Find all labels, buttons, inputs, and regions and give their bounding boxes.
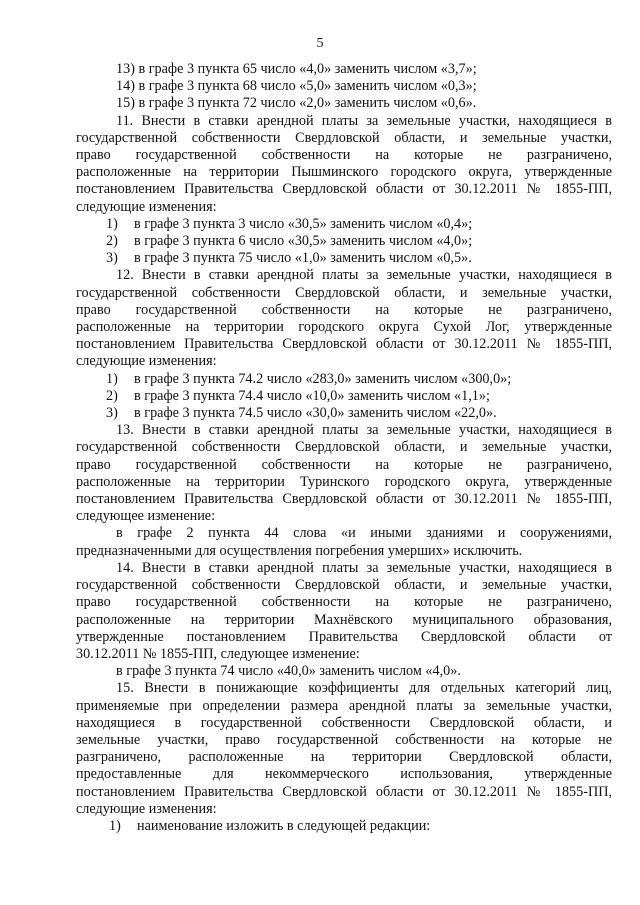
text-line	[76, 147, 612, 164]
line-text: предназначенными для осуществления погребения умерших» исключить.	[76, 542, 523, 559]
line-text: постановлением Правительства Свердловской области от 30.12.2011 № 1855-ПП,	[76, 336, 612, 353]
document-body	[76, 61, 612, 835]
text-line	[76, 732, 612, 749]
line-text: в графе 3 пункта 74 число «40,0» заменить числом «4,0».	[116, 663, 461, 680]
text-line	[76, 508, 612, 525]
text-line	[76, 594, 612, 611]
text-line	[76, 457, 612, 474]
text-line	[76, 95, 612, 112]
line-text: наименование изложить в следующей редакции:	[137, 817, 431, 834]
page-number: 5	[316, 36, 324, 51]
line-text: 13) в графе 3 пункта 65 число «4,0» заменить числом «3,7»;	[116, 61, 477, 77]
list-number: 3)	[106, 250, 118, 267]
text-line	[76, 766, 612, 783]
text-line	[76, 78, 612, 95]
line-text: 11. Внести в ставки арендной платы за земельные участки, находящиеся в	[116, 112, 612, 129]
text-line	[76, 629, 612, 646]
list-number: 3)	[106, 405, 118, 422]
line-text: в графе 3 пункта 74.2 число «283,0» заменить числом «300,0»;	[134, 370, 512, 387]
line-text: 14. Внести в ставки арендной платы за земельные участки, находящиеся в	[116, 559, 612, 576]
text-line	[76, 577, 612, 594]
line-text: государственной собственности Свердловской области, и земельные участки,	[76, 129, 612, 146]
text-line	[76, 405, 612, 422]
text-line	[76, 353, 612, 370]
line-text: расположенные на территории городского округа Сухой Лог, утвержденные	[76, 319, 612, 336]
line-text: в графе 2 пункта 44 слова «и иными зданиями и сооружениями,	[116, 525, 612, 542]
text-line	[76, 646, 612, 663]
text-line	[76, 302, 612, 319]
line-text: 30.12.2011 № 1855-ПП, следующее изменение:	[76, 645, 360, 662]
line-text: расположенные на территории Туринского городского округа, утвержденные	[76, 473, 612, 490]
line-text: право государственной собственности на которые не разграничено,	[76, 301, 612, 318]
text-line	[76, 388, 612, 405]
line-text: постановлением Правительства Свердловской области от 30.12.2011 № 1855-ПП,	[76, 783, 612, 800]
text-line	[76, 749, 612, 766]
text-line	[76, 422, 612, 439]
list-number: 1)	[106, 215, 118, 232]
line-text: в графе 3 пункта 6 число «30,5» заменить числом «4,0»;	[134, 233, 473, 250]
line-text: следующие изменения:	[76, 198, 217, 215]
line-text: государственной собственности Свердловской области, и земельные участки,	[76, 284, 612, 301]
line-text: в графе 3 пункта 74.4 число «10,0» заменить числом «1,1»;	[134, 387, 490, 404]
line-text: 14) в графе 3 пункта 68 число «5,0» заменить числом «0,3»;	[116, 78, 477, 95]
line-text: государственной собственности Свердловской области, и земельные участки,	[76, 439, 612, 456]
text-line	[76, 61, 612, 78]
text-line	[76, 698, 612, 715]
line-text: 12. Внести в ставки арендной платы за земельные участки, находящиеся в	[116, 267, 612, 284]
text-line	[76, 250, 612, 267]
text-line	[76, 818, 612, 835]
text-line	[76, 181, 612, 198]
text-line	[76, 113, 612, 130]
text-line	[76, 543, 612, 560]
line-text: находящиеся в государственной собственности Свердловской области, и	[76, 714, 612, 731]
text-line	[76, 784, 612, 801]
text-line	[76, 267, 612, 284]
line-text: утвержденные постановлением Правительства Свердловской области от	[76, 628, 612, 645]
list-number: 2)	[106, 387, 118, 404]
line-text: расположенные на территории Махнёвского муниципального образования,	[76, 611, 612, 628]
line-text: постановлением Правительства Свердловской области от 30.12.2011 № 1855-ПП,	[76, 491, 612, 508]
text-line	[76, 715, 612, 732]
text-line	[76, 491, 612, 508]
line-text: государственной собственности Свердловской области, и земельные участки,	[76, 577, 612, 594]
line-text: расположенные на территории Пышминского городского округа, утвержденные	[76, 164, 612, 181]
line-text: предоставленные для некоммерческого использования, утвержденные	[76, 766, 612, 783]
text-line	[76, 216, 612, 233]
text-line	[76, 164, 612, 181]
line-text: следующее изменение:	[76, 508, 216, 525]
line-text: следующие изменения:	[76, 353, 217, 370]
text-line	[76, 801, 612, 818]
list-number: 2)	[106, 233, 118, 250]
line-text: в графе 3 пункта 3 число «30,5» заменить числом «0,4»;	[134, 215, 473, 232]
text-line	[76, 336, 612, 353]
line-text: право государственной собственности на которые не разграничено,	[76, 147, 612, 164]
text-line	[76, 233, 612, 250]
text-line	[76, 199, 612, 216]
line-text: в графе 3 пункта 74.5 число «30,0» заменить числом «22,0».	[134, 405, 497, 422]
line-text: разграничено, расположенные на территории Свердловской области,	[76, 749, 612, 766]
text-line	[76, 612, 612, 629]
text-line	[76, 439, 612, 456]
line-text: следующие изменения:	[76, 800, 217, 817]
text-line	[76, 663, 612, 680]
text-line	[76, 371, 612, 388]
list-number: 1)	[109, 817, 121, 834]
line-text: 15) в графе 3 пункта 72 число «2,0» заменить числом «0,6».	[116, 95, 477, 112]
list-number: 1)	[106, 370, 118, 387]
line-text: в графе 3 пункта 75 число «1,0» заменить числом «0,5».	[134, 250, 472, 267]
line-text: постановлением Правительства Свердловской области от 30.12.2011 № 1855-ПП,	[76, 181, 612, 198]
text-line	[76, 285, 612, 302]
text-line	[76, 319, 612, 336]
line-text: земельные участки, право государственной собственности на которые не	[76, 731, 612, 748]
text-line	[76, 680, 612, 697]
text-line	[76, 130, 612, 147]
line-text: 13. Внести в ставки арендной платы за земельные участки, находящиеся в	[116, 422, 612, 439]
text-line	[76, 474, 612, 491]
line-text: право государственной собственности на которые не разграничено,	[76, 594, 612, 611]
line-text: 15. Внести в понижающие коэффициенты для отдельных категорий лиц,	[116, 680, 612, 697]
text-line	[76, 560, 612, 577]
line-text: право государственной собственности на которые не разграничено,	[76, 456, 612, 473]
line-text: применяемые при определении размера арендной платы за земельные участки,	[76, 697, 612, 714]
text-line	[76, 525, 612, 542]
